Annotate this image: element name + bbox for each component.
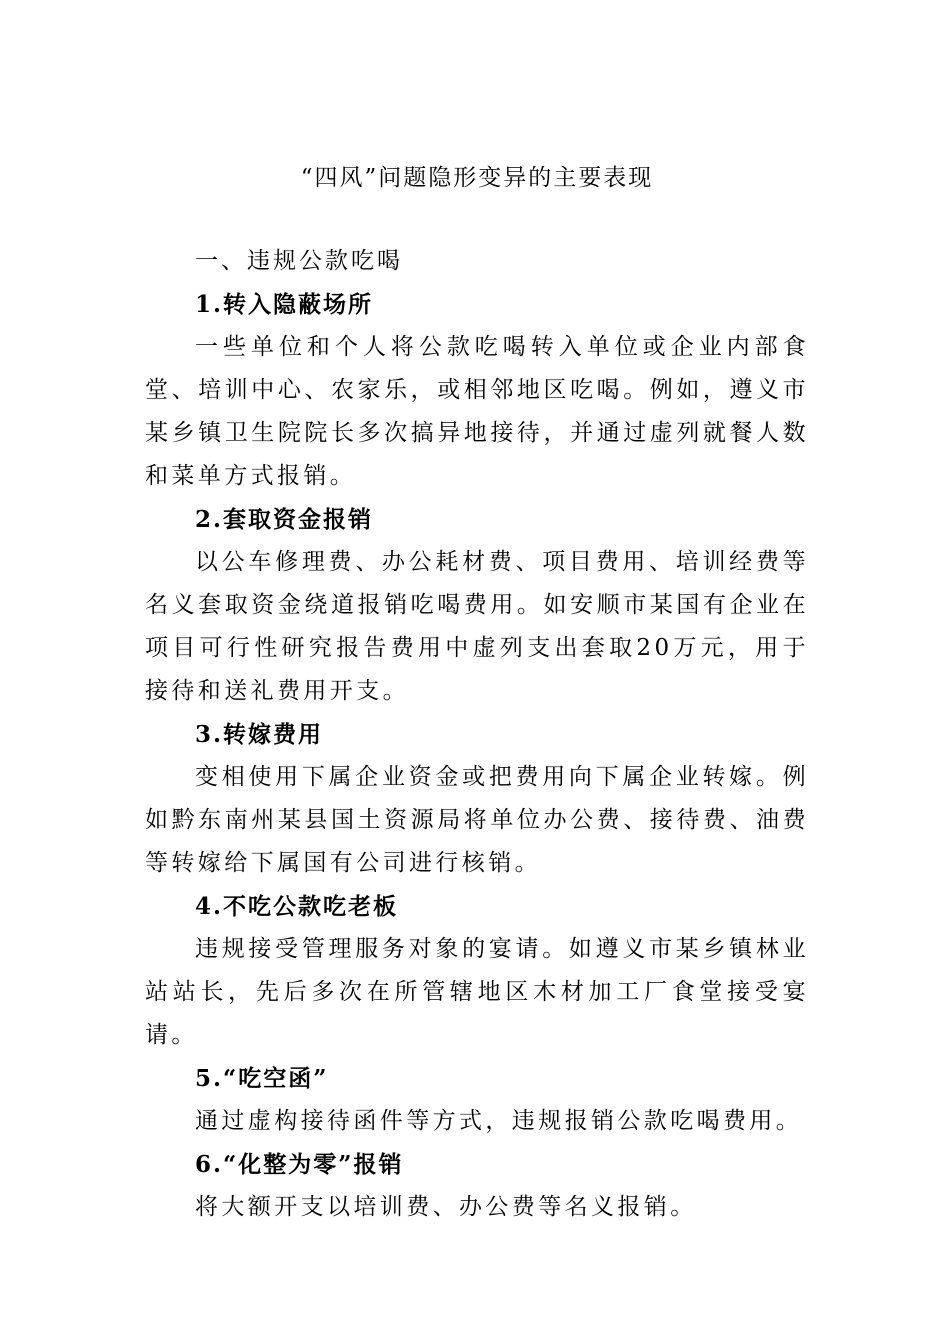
item-body-6: 将大额开支以培训费、办公费等名义报销。 bbox=[195, 1194, 697, 1220]
item-heading-1: 1.转入隐蔽场所 bbox=[195, 291, 374, 318]
item-body-5: 通过虚构接待函件等方式，违规报销公款吃喝费用。 bbox=[195, 1108, 803, 1134]
item-heading-5: 5.“吃空函” bbox=[195, 1065, 329, 1092]
document-page bbox=[145, 152, 809, 1229]
section-heading: 一、违规公款吃喝 bbox=[195, 248, 403, 274]
item-heading-2: 2.套取资金报销 bbox=[195, 506, 374, 533]
item-heading-6: 6.“化整为零”报销 bbox=[195, 1151, 404, 1178]
item-body-4: 违规接受管理服务对象的宴请。如遵义市某乡镇林业站站长，先后多次在所管辖地区木材加工厂食堂接受宴请。 bbox=[145, 936, 809, 1048]
item-heading-4: 4.不吃公款吃老板 bbox=[195, 893, 399, 920]
item-body-2: 以公车修理费、办公耗材费、项目费用、培训经费等名义套取资金绕道报销吃喝费用。如安顺市某国有企业在项目可行性研究报告费用中虚列支出套取20万元，用于接待和送礼费用开支。 bbox=[145, 549, 809, 704]
item-heading-3: 3.转嫁费用 bbox=[195, 721, 324, 748]
document-title: “四风”问题隐形变异的主要表现 bbox=[300, 165, 654, 191]
item-body-1: 一些单位和个人将公款吃喝转入单位或企业内部食堂、培训中心、农家乐，或相邻地区吃喝。例如，遵义市某乡镇卫生院院长多次搞异地接待，并通过虚列就餐人数和菜单方式报销。 bbox=[145, 334, 809, 489]
item-body-3: 变相使用下属企业资金或把费用向下属企业转嫁。例如黔东南州某县国土资源局将单位办公费、接待费、油费等转嫁给下属国有公司进行核销。 bbox=[145, 764, 809, 876]
